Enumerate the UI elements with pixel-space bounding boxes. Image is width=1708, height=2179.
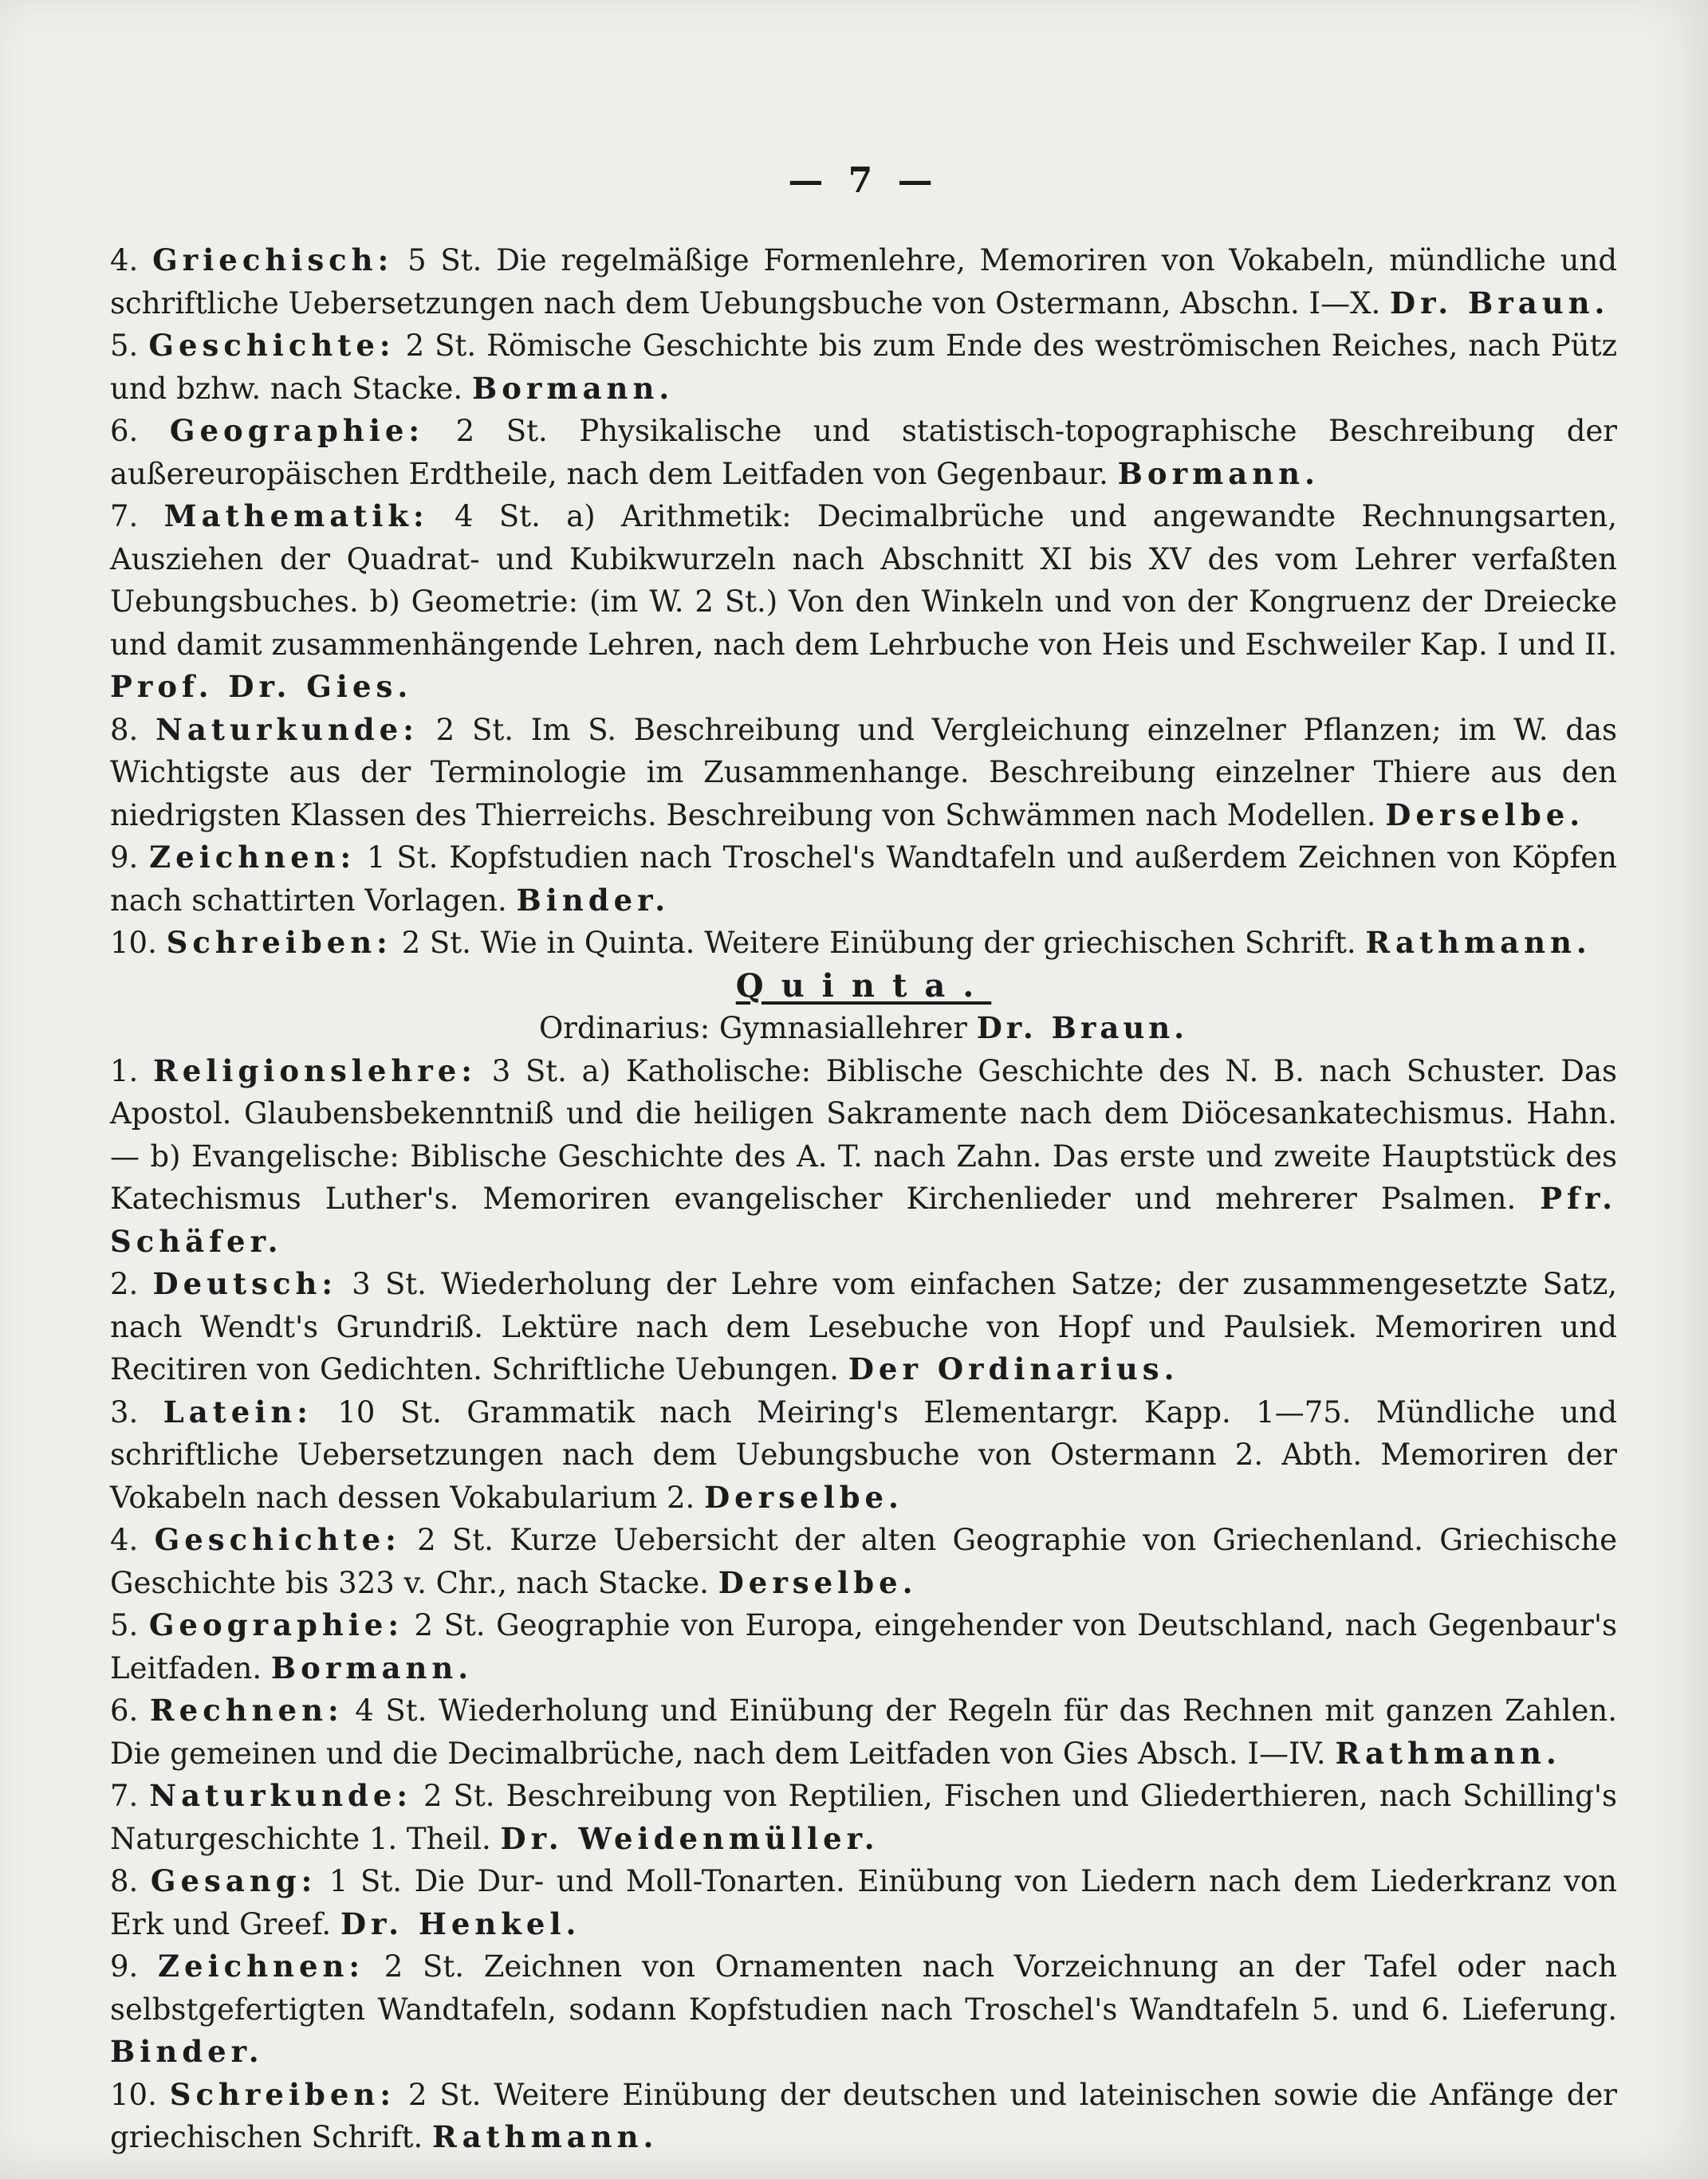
entry-number: 9. (110, 1949, 139, 1984)
course-entry-griechisch (110, 239, 1617, 324)
course-entry-deutsch (110, 1263, 1617, 1391)
course-entry-geschichte-quinta (110, 1519, 1617, 1604)
entry-subject: Rechnen: (149, 1693, 344, 1728)
entry-text: 2 St. Im S. Beschreibung und Vergleichung einzelner Pflanzen; im W. das Wichtigste aus der Terminologie im Zusammenhange. Beschreibung einzelner Thiere aus den niedrigsten Klassen des Thierreichs. Beschreibung von Schwämmen nach Modellen. (110, 712, 1617, 832)
ordinarius-label: Ordinarius: Gymnasiallehrer (538, 1011, 967, 1045)
quarta-continuation (110, 239, 1617, 2159)
course-entry-zeichnen-quinta (110, 1945, 1617, 2074)
entry-subject: Zeichnen: (149, 840, 356, 875)
entry-subject: Geographie: (148, 1607, 404, 1642)
course-entry-latein (110, 1391, 1617, 1520)
entry-number: 9. (110, 840, 139, 875)
course-entry-gesang (110, 1860, 1617, 1945)
ordinarius-line (110, 1007, 1617, 1050)
entry-text: 2 St. Geographie von Europa, eingehender von Deutschland, nach Gegenbaur's Leitfaden. (110, 1608, 1617, 1685)
course-entry-mathematik (110, 495, 1617, 709)
course-entry-geographie (110, 410, 1617, 495)
entry-text: 3 St. Wiederholung der Lehre vom einfachen Satze; der zusammengesetzte Satz, nach Wendt's Grundriß. Lektüre nach dem Lesebuche von Hopf und Paulsiek. Memoriren und Recitiren von Gedichten. Schriftliche Uebungen. (110, 1267, 1617, 1386)
entry-subject: Mathematik: (163, 498, 429, 533)
course-entry-geschichte (110, 324, 1617, 410)
entry-text: 1 St. Kopfstudien nach Troschel's Wandtafeln und außerdem Zeichnen von Köpfen nach schattirten Vorlagen. (110, 840, 1618, 918)
entry-number: 3. (110, 1394, 139, 1430)
entry-subject: Geschichte: (154, 1522, 401, 1557)
course-entry-geographie-quinta (110, 1604, 1617, 1689)
section-title: Quinta. (735, 966, 992, 1005)
course-entry-religionslehre (110, 1050, 1617, 1264)
entry-number: 2. (110, 1267, 139, 1301)
entry-subject: Geschichte: (148, 328, 396, 363)
entry-teacher: Rathmann. (432, 2119, 659, 2154)
entry-number: 1. (110, 1053, 139, 1088)
entry-number: 8. (110, 712, 139, 747)
entry-teacher: Dr. Braun. (1390, 285, 1610, 321)
page-number: — 7 — (788, 160, 939, 201)
entry-number: 10. (110, 2077, 157, 2112)
entry-number: 5. (110, 1608, 139, 1642)
entry-teacher: Derselbe. (704, 1479, 903, 1515)
entry-text: 4 St. Wiederholung und Einübung der Regeln für das Rechnen mit ganzen Zahlen. Die gemeinen und die Decimalbrüche, nach dem Leitfaden von Gies Absch. I—IV. (110, 1693, 1618, 1771)
course-entry-schreiben-quinta (110, 2074, 1617, 2159)
entry-subject: Naturkunde: (155, 711, 419, 747)
course-entry-naturkunde (110, 709, 1617, 837)
course-entry-naturkunde-quinta (110, 1775, 1617, 1860)
entry-teacher: Dr. Weidenmüller. (500, 1820, 880, 1856)
entry-number: 10. (110, 926, 157, 960)
entry-subject: Zeichnen: (158, 1949, 365, 1984)
entry-text: 4 St. a) Arithmetik: Decimalbrüche und angewandte Rechnungsarten, Ausziehen der Quadrat- und Kubikwurzeln nach Abschnitt XI bis XV des vom Lehrer verfaßten Uebungsbuches. b) Geometrie: (im W. 2 St.) Von den Winkeln und von der Kongruenz der Dreiecke und damit zusammenhängende Lehren, nach dem Lehrbuche von Heis und Eschweiler Kap. I und II. (110, 499, 1618, 662)
entry-subject: Griechisch: (152, 242, 394, 277)
entry-teacher: Dr. Henkel. (340, 1906, 581, 1941)
entry-teacher: Rathmann. (1335, 1735, 1561, 1771)
entry-teacher: Bormann. (270, 1650, 474, 1685)
entry-subject: Deutsch: (152, 1266, 338, 1301)
entry-number: 4. (110, 1523, 139, 1557)
entry-subject: Gesang: (150, 1863, 317, 1898)
entry-number: 7. (110, 499, 139, 533)
entry-text: 2 St. Physikalische und statistisch-topographische Beschreibung der außereuropäischen Erdtheile, nach dem Leitfaden von Gegenbaur. (110, 414, 1617, 491)
entry-text: 1 St. Die Dur- und Moll-Tonarten. Einübung von Liedern nach dem Liederkranz von Erk und Greef. (110, 1864, 1617, 1941)
entry-text: 5 St. Die regelmäßige Formenlehre, Memoriren von Vokabeln, mündliche und schriftliche Uebersetzungen nach dem Uebungsbuche von Ostermann, Abschn. I—X. (110, 243, 1618, 321)
entry-text: 2 St. Zeichnen von Ornamenten nach Vorzeichnung an der Tafel oder nach selbstgefertigten Wandtafeln, sodann Kopfstudien nach Troschel's Wandtafeln 5. und 6. Lieferung. (110, 1949, 1617, 2027)
entry-subject: Schreiben: (166, 925, 392, 960)
entry-text: 2 St. Kurze Uebersicht der alten Geographie von Griechenland. Griechische Geschichte bis 323 v. Chr., nach Stacke. (110, 1523, 1617, 1600)
entry-number: 5. (110, 328, 139, 363)
entry-subject: Schreiben: (169, 2076, 396, 2112)
entry-teacher: Bormann. (471, 370, 675, 406)
entry-teacher: Prof. Dr. Gies. (110, 669, 413, 704)
entry-teacher: Derselbe. (718, 1564, 918, 1600)
entry-teacher: Rathmann. (1365, 925, 1592, 960)
entry-number: 6. (110, 1693, 139, 1728)
entry-subject: Naturkunde: (149, 1778, 413, 1813)
entry-teacher: Pfr. Schäfer. (110, 1181, 1617, 1259)
entry-number: 4. (110, 243, 139, 277)
entry-teacher: Binder. (516, 882, 671, 918)
entry-text: 2 St. Beschreibung von Reptilien, Fischen und Gliederthieren, nach Schilling's Naturgeschichte 1. Theil. (110, 1779, 1618, 1856)
entry-subject: Religionslehre: (153, 1052, 477, 1088)
entry-text: 2 St. Römische Geschichte bis zum Ende des weströmischen Reiches, nach Pütz und bzhw. nach Stacke. (110, 328, 1617, 406)
course-entry-schreiben (110, 922, 1617, 965)
entry-number: 7. (110, 1779, 139, 1813)
entry-subject: Geographie: (169, 413, 425, 448)
entry-number: 6. (110, 414, 139, 448)
entry-teacher: Bormann. (1117, 455, 1320, 491)
entry-subject: Latein: (163, 1394, 313, 1430)
entry-text: 10 St. Grammatik nach Meiring's Elementargr. Kapp. 1—75. Mündliche und schriftliche Uebersetzungen nach dem Uebungsbuche von Ostermann 2. Abth. Memoriren der Vokabeln nach dessen Vokabularium 2. (110, 1394, 1618, 1515)
entry-text: 2 St. Weitere Einübung der deutschen und lateinischen sowie die Anfänge der griechischen Schrift. (110, 2077, 1617, 2154)
course-entry-zeichnen (110, 836, 1617, 922)
entry-teacher: Derselbe. (1385, 796, 1585, 832)
entry-teacher: Binder. (110, 2034, 264, 2069)
entry-text: 3 St. a) Katholische: Biblische Geschichte des N. B. nach Schuster. Das Apostol. Glaubensbekenntniß und die heiligen Sakramente nach dem Diöcesankatechismus. Hahn. — b) Evangelische: Biblische Geschichte des A. T. nach Zahn. Das erste und zweite Hauptstück des Katechismus Luther's. Memoriren evangelischer Kirchenlieder und mehrerer Psalmen. (110, 1053, 1618, 1216)
entry-text: 2 St. Wie in Quinta. Weitere Einübung der griechischen Schrift. (401, 926, 1356, 960)
ordinarius-name: Dr. Braun. (976, 1010, 1189, 1045)
entry-teacher: Der Ordinarius. (848, 1351, 1179, 1386)
entry-number: 8. (110, 1864, 139, 1898)
course-entry-rechnen (110, 1689, 1617, 1775)
